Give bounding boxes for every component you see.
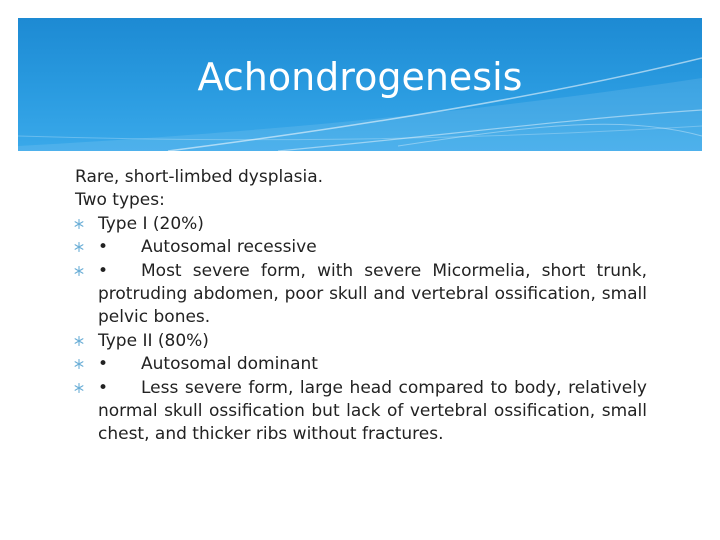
asterisk-icon	[74, 219, 84, 229]
asterisk-icon	[74, 336, 84, 346]
bullet-item	[75, 236, 647, 259]
slide-title: Achondrogenesis	[197, 55, 523, 99]
bullet-item	[75, 330, 647, 353]
bullet-item	[75, 260, 647, 330]
inline-bullet-dot: •	[98, 354, 109, 375]
bullet-text: Type II (80%)	[98, 330, 209, 351]
intro-line: Rare, short-limbed dysplasia.	[75, 167, 324, 187]
inline-bullet-dot: •	[98, 237, 109, 258]
inline-bullet-dot: •	[98, 260, 109, 281]
bullet-text: Less severe form, large head compared to body, relatively normal skull ossification but lack of vertebral ossification, small chest, and thicker ribs without fractures.	[98, 377, 647, 445]
asterisk-icon	[74, 383, 84, 393]
bullet-text: Most severe form, with severe Micormelia, short trunk, protruding abdomen, poor skull and vertebral ossification, small pelvic bones.	[98, 260, 647, 328]
bullet-text: Autosomal dominant	[141, 354, 318, 375]
bullet-item	[75, 213, 647, 236]
inline-bullet-dot: •	[98, 377, 109, 398]
title-banner	[18, 18, 702, 151]
asterisk-icon	[74, 359, 84, 369]
asterisk-icon	[74, 242, 84, 252]
bullet-item	[75, 377, 647, 447]
intro-line: Two types:	[75, 190, 165, 211]
asterisk-icon	[74, 266, 84, 276]
bullet-item	[75, 353, 647, 376]
bullet-list	[75, 213, 647, 447]
bullet-text: Autosomal recessive	[141, 237, 317, 258]
bullet-text: Type I (20%)	[98, 213, 204, 234]
slide-body	[75, 166, 647, 447]
